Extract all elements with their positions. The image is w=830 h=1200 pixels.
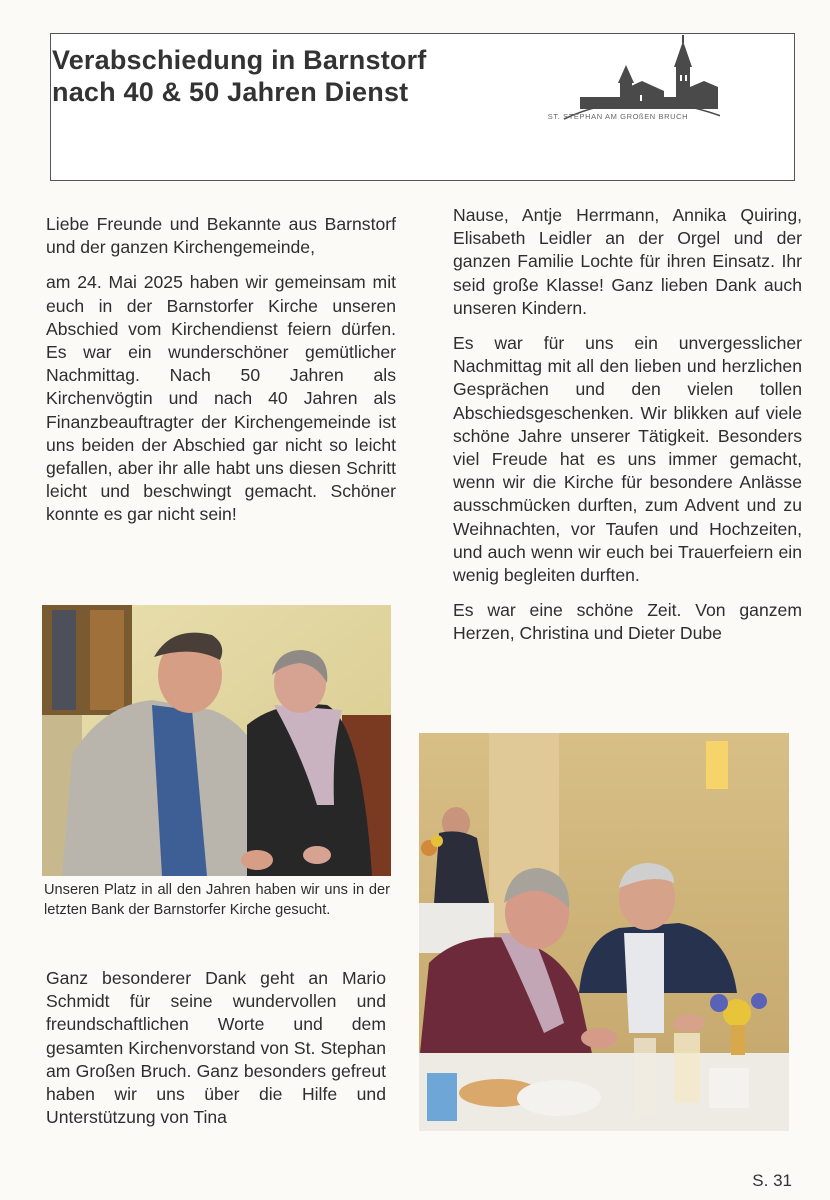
couple-at-table-photo: [419, 733, 789, 1131]
left-column-bottom: [46, 967, 386, 1141]
title-line-2: nach 40 & 50 Jahren Dienst: [52, 77, 409, 107]
logo-caption: ST. STEPHAN AM GROßEN BRUCH: [547, 112, 689, 121]
page-number: S. 31: [752, 1171, 792, 1190]
left-column-top: [46, 213, 396, 539]
article-title: [52, 44, 426, 108]
church-silhouette-icon: [520, 25, 720, 125]
memories-paragraph: Es war für uns ein unvergesslicher Nachmittag mit all den lieben und herzlichen Gesprächen und den vielen tollen Abschiedsgeschenken. Wir blikken auf viele schöne Jahre unserer Tätigkeit. Besonders viel Freude hat es uns immer gemacht, wenn wir die Kirche für besondere Anlässe ausschmücken durften, zum Advent und zu Weihnachten, vor Taufen und Hochzeiten, und auch wenn wir euch bei Trauerfeiern ein wenig begleiten durften.: [453, 333, 802, 586]
couple-at-table-image: [419, 733, 789, 1131]
left-photo-caption: Unseren Platz in all den Jahren haben wir uns in der letzten Bank der Barnstorfer Kirche gesucht.: [44, 882, 390, 918]
closing-paragraph: Es war eine schöne Zeit. Von ganzem Herzen, Christina und Dieter Dube: [453, 600, 802, 644]
thanks-continued-paragraph: Nause, Antje Herrmann, Annika Quiring, Elisabeth Leidler an der Orgel und der ganzen Familie Lochte für ihren Einsatz. Ihr seid große Klasse! Ganz lieben Dank auch unseren Kindern.: [453, 205, 802, 318]
right-column: [453, 204, 802, 658]
couple-in-pew-image: [42, 605, 391, 876]
thanks-paragraph: Ganz besonderer Dank geht an Mario Schmidt für seine wundervollen und freundschaftlichen Worte und dem gesamten Kirchenvorstand von St. Stephan am Großen Bruch. Ganz besonders gefreut haben wir uns über die Hilfe und Unterstützung von Tina: [46, 968, 386, 1128]
couple-in-pew-photo: [42, 605, 391, 876]
intro-paragraph: am 24. Mai 2025 haben wir gemeinsam mit euch in der Barnstorfer Kirche unseren Abschied vom Kirchendienst feiern dürfen. Es war ein wunderschöner gemütlicher Nachmittag. Nach 50 Jahren als Kirchenvögtin und nach 40 Jahren als Finanzbeauftragter der Kirchengemeinde ist uns beiden der Abschied gar nicht so leicht gefallen, aber ihr alle habt uns diesen Schritt leicht und beschwingt gemacht. Schöner konnte es gar nicht sein!: [46, 272, 396, 525]
title-line-1: Verabschiedung in Barnstorf: [52, 45, 427, 75]
greeting-paragraph: Liebe Freunde und Bekannte aus Barnstorf und der ganzen Kirchengemeinde,: [46, 214, 396, 258]
